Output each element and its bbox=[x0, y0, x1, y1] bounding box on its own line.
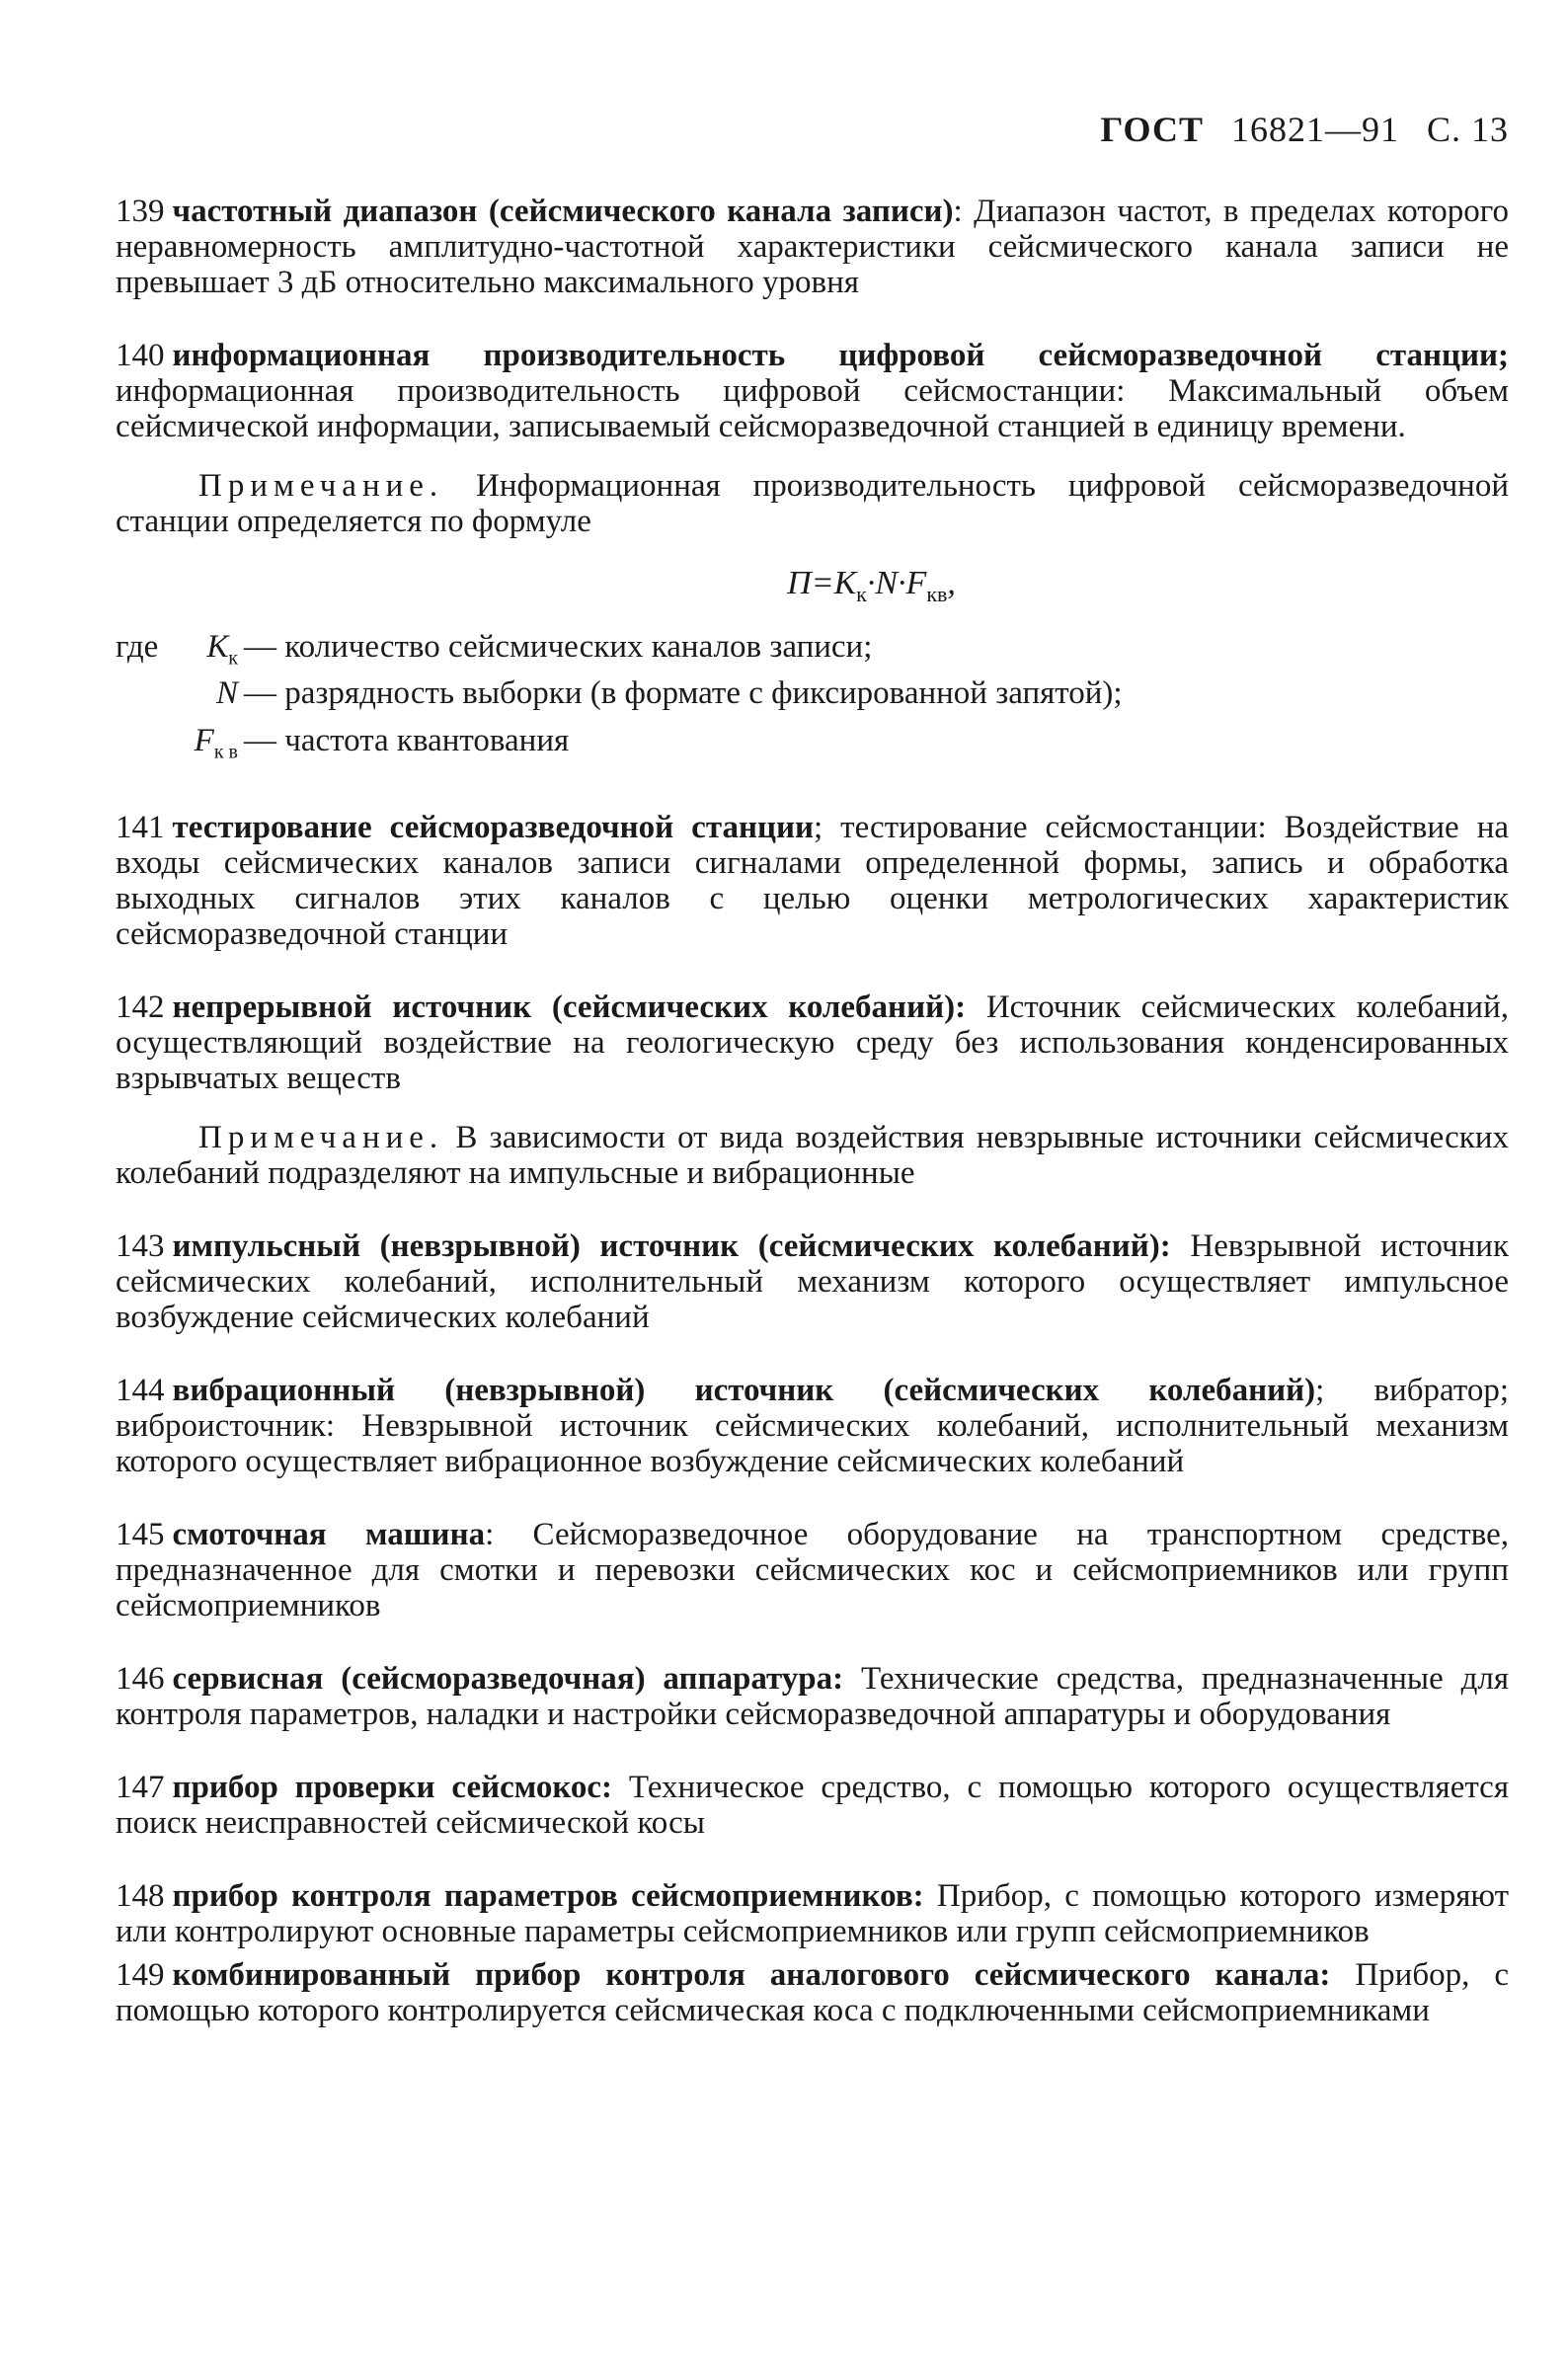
term-number: 143 bbox=[116, 1227, 165, 1264]
term-name: прибор проверки сейсмокос: bbox=[172, 1769, 613, 1805]
term-number: 147 bbox=[116, 1769, 165, 1805]
formula-part: ·N·F bbox=[866, 565, 927, 601]
term-entry-144 bbox=[116, 1373, 1509, 1479]
term-entry-145 bbox=[116, 1517, 1509, 1623]
legend-text: — количество сейсмических каналов записи; bbox=[244, 628, 873, 665]
term-entry-147 bbox=[116, 1770, 1509, 1841]
term-definition: тестирование сейсмостанции: Воздействие на входы сейсмических каналов записи сигналами определенной формы, запись и обработка выходных сигналов этих каналов с целью оценки метрологических характеристик сейсморазведочной станции bbox=[116, 809, 1509, 952]
term-number: 140 bbox=[116, 338, 165, 373]
legend-lead: где bbox=[116, 628, 159, 665]
term-number: 139 bbox=[116, 194, 165, 229]
term-separator: : bbox=[953, 194, 963, 229]
term-definition: Диапазон частот, в пределах которого неравномерность амплитудно-частотной характеристики сейсмического канала записи не превышает 3 дБ относительно максимального уровня bbox=[116, 194, 1509, 300]
legend-row bbox=[116, 723, 1509, 770]
term-definition: Прибор, с помощью которого измеряют или контролируют основные параметры сейсмоприемников или групп сейсмоприемников bbox=[116, 1877, 1510, 1949]
note-text: В зависимости от вида воздействия невзрывные источники сейсмических колебаний подразделяют на импульсные и вибрационные bbox=[116, 1119, 1509, 1191]
symbol-letter: К bbox=[206, 628, 229, 665]
term-entry-142 bbox=[116, 989, 1509, 1096]
term-name: непрерывной источник (сейсмических колебаний): bbox=[172, 989, 967, 1025]
term-name: комбинированный прибор контроля аналогового сейсмического канала: bbox=[172, 1956, 1331, 1993]
symbol-subscript: к bbox=[228, 647, 238, 670]
formula-subscript: к bbox=[856, 581, 867, 606]
term-name: сервисная (сейсморазведочная) аппаратура: bbox=[172, 1660, 844, 1697]
formula-part: П=К bbox=[787, 565, 857, 601]
term-definition: Невзрывной источник сейсмических колебаний, исполнительный механизм которого осуществляет импульсное возбуждение сейсмических колебаний bbox=[116, 1227, 1509, 1335]
term-entry-149 bbox=[116, 1957, 1509, 2028]
term-name: тестирование сейсморазведочной станции bbox=[172, 809, 814, 845]
term-definition: Источник сейсмических колебаний, осуществляющий воздействие на геологическую среду без использования конденсированных взрывчатых веществ bbox=[116, 989, 1509, 1096]
term-name: частотный диапазон (сейсмического канала записи) bbox=[172, 194, 954, 229]
term-name: смоточная машина bbox=[172, 1516, 486, 1552]
term-definition: Техническое средство, с помощью которого осуществляется поиск неисправностей сейсмической косы bbox=[116, 1769, 1509, 1841]
legend-row bbox=[116, 629, 1509, 676]
legend-row bbox=[116, 675, 1509, 723]
term-definition: Прибор, с помощью которого контролируется сейсмическая коса с подключенными сейсмоприемниками bbox=[116, 1956, 1509, 2028]
term-entry-141 bbox=[116, 810, 1509, 952]
note-formula bbox=[116, 468, 1509, 539]
term-number: 145 bbox=[116, 1516, 165, 1552]
term-number: 142 bbox=[116, 989, 165, 1025]
legend-symbol bbox=[116, 723, 244, 770]
term-name: прибор контроля параметров сейсмоприемников: bbox=[172, 1877, 924, 1914]
note-label: Примечание. bbox=[198, 1119, 444, 1155]
term-definition: информационная производительность цифровой сейсмостанции: Максимальный объем сейсмической информации, записываемый сейсморазведочной станцией в единицу времени. bbox=[116, 373, 1509, 444]
term-number: 148 bbox=[116, 1877, 165, 1914]
term-name: вибрационный (невзрывной) источник (сейсмических колебаний) bbox=[172, 1372, 1316, 1408]
term-entry-140 bbox=[116, 338, 1509, 444]
formula-subscript: кв bbox=[926, 581, 948, 606]
term-name: импульсный (невзрывной) источник (сейсмических колебаний): bbox=[172, 1227, 1171, 1264]
legend-text: — разрядность выборки (в формате с фиксированной запятой); bbox=[244, 675, 1123, 712]
symbol-letter: F bbox=[194, 722, 214, 758]
term-name: информационная производительность цифровой сейсморазведочной станции; bbox=[172, 338, 1509, 373]
term-separator: ; bbox=[814, 809, 823, 845]
term-entry-146 bbox=[116, 1661, 1509, 1732]
term-entry-143 bbox=[116, 1228, 1509, 1335]
standard-label: ГОСТ bbox=[1100, 110, 1204, 149]
formula-part: , bbox=[947, 565, 956, 601]
term-number: 144 bbox=[116, 1372, 165, 1408]
term-definition: вибратор; виброисточник: Невзрывной источник сейсмических колебаний, исполнительный механизм которого осуществляет вибрационное возбуждение сейсмических колебаний bbox=[116, 1372, 1510, 1479]
note-label: Примечание. bbox=[198, 468, 444, 504]
formula bbox=[234, 565, 1509, 607]
legend-text: — частота квантования bbox=[244, 722, 570, 758]
term-entry-148 bbox=[116, 1878, 1509, 1949]
note-text: Информационная производительность цифровой сейсморазведочной станции определяется по формуле bbox=[116, 468, 1509, 539]
symbol-letter: N bbox=[215, 675, 238, 712]
standard-number: 16821—91 bbox=[1230, 110, 1399, 149]
term-definition: Сейсморазведочное оборудование на транспортном средстве, предназначенное для смотки и перевозки сейсмических кос и сейсмоприемников или групп сейсмоприемников bbox=[116, 1516, 1509, 1623]
term-separator: : bbox=[485, 1516, 495, 1552]
legend-symbol bbox=[177, 629, 244, 676]
symbol-subscript: к в bbox=[213, 741, 238, 763]
note-sources bbox=[116, 1120, 1509, 1191]
legend-symbol bbox=[116, 675, 244, 723]
term-number: 149 bbox=[116, 1956, 165, 1993]
formula-legend bbox=[116, 629, 1509, 770]
term-separator: ; bbox=[1315, 1372, 1325, 1408]
term-number: 146 bbox=[116, 1660, 165, 1697]
page-number: С. 13 bbox=[1426, 110, 1509, 149]
page-header bbox=[116, 109, 1509, 150]
term-entry-139 bbox=[116, 194, 1509, 300]
term-definition: Технические средства, предназначенные для контроля параметров, наладки и настройки сейсморазведочной аппаратуры и оборудования bbox=[116, 1660, 1510, 1732]
term-number: 141 bbox=[116, 809, 165, 845]
